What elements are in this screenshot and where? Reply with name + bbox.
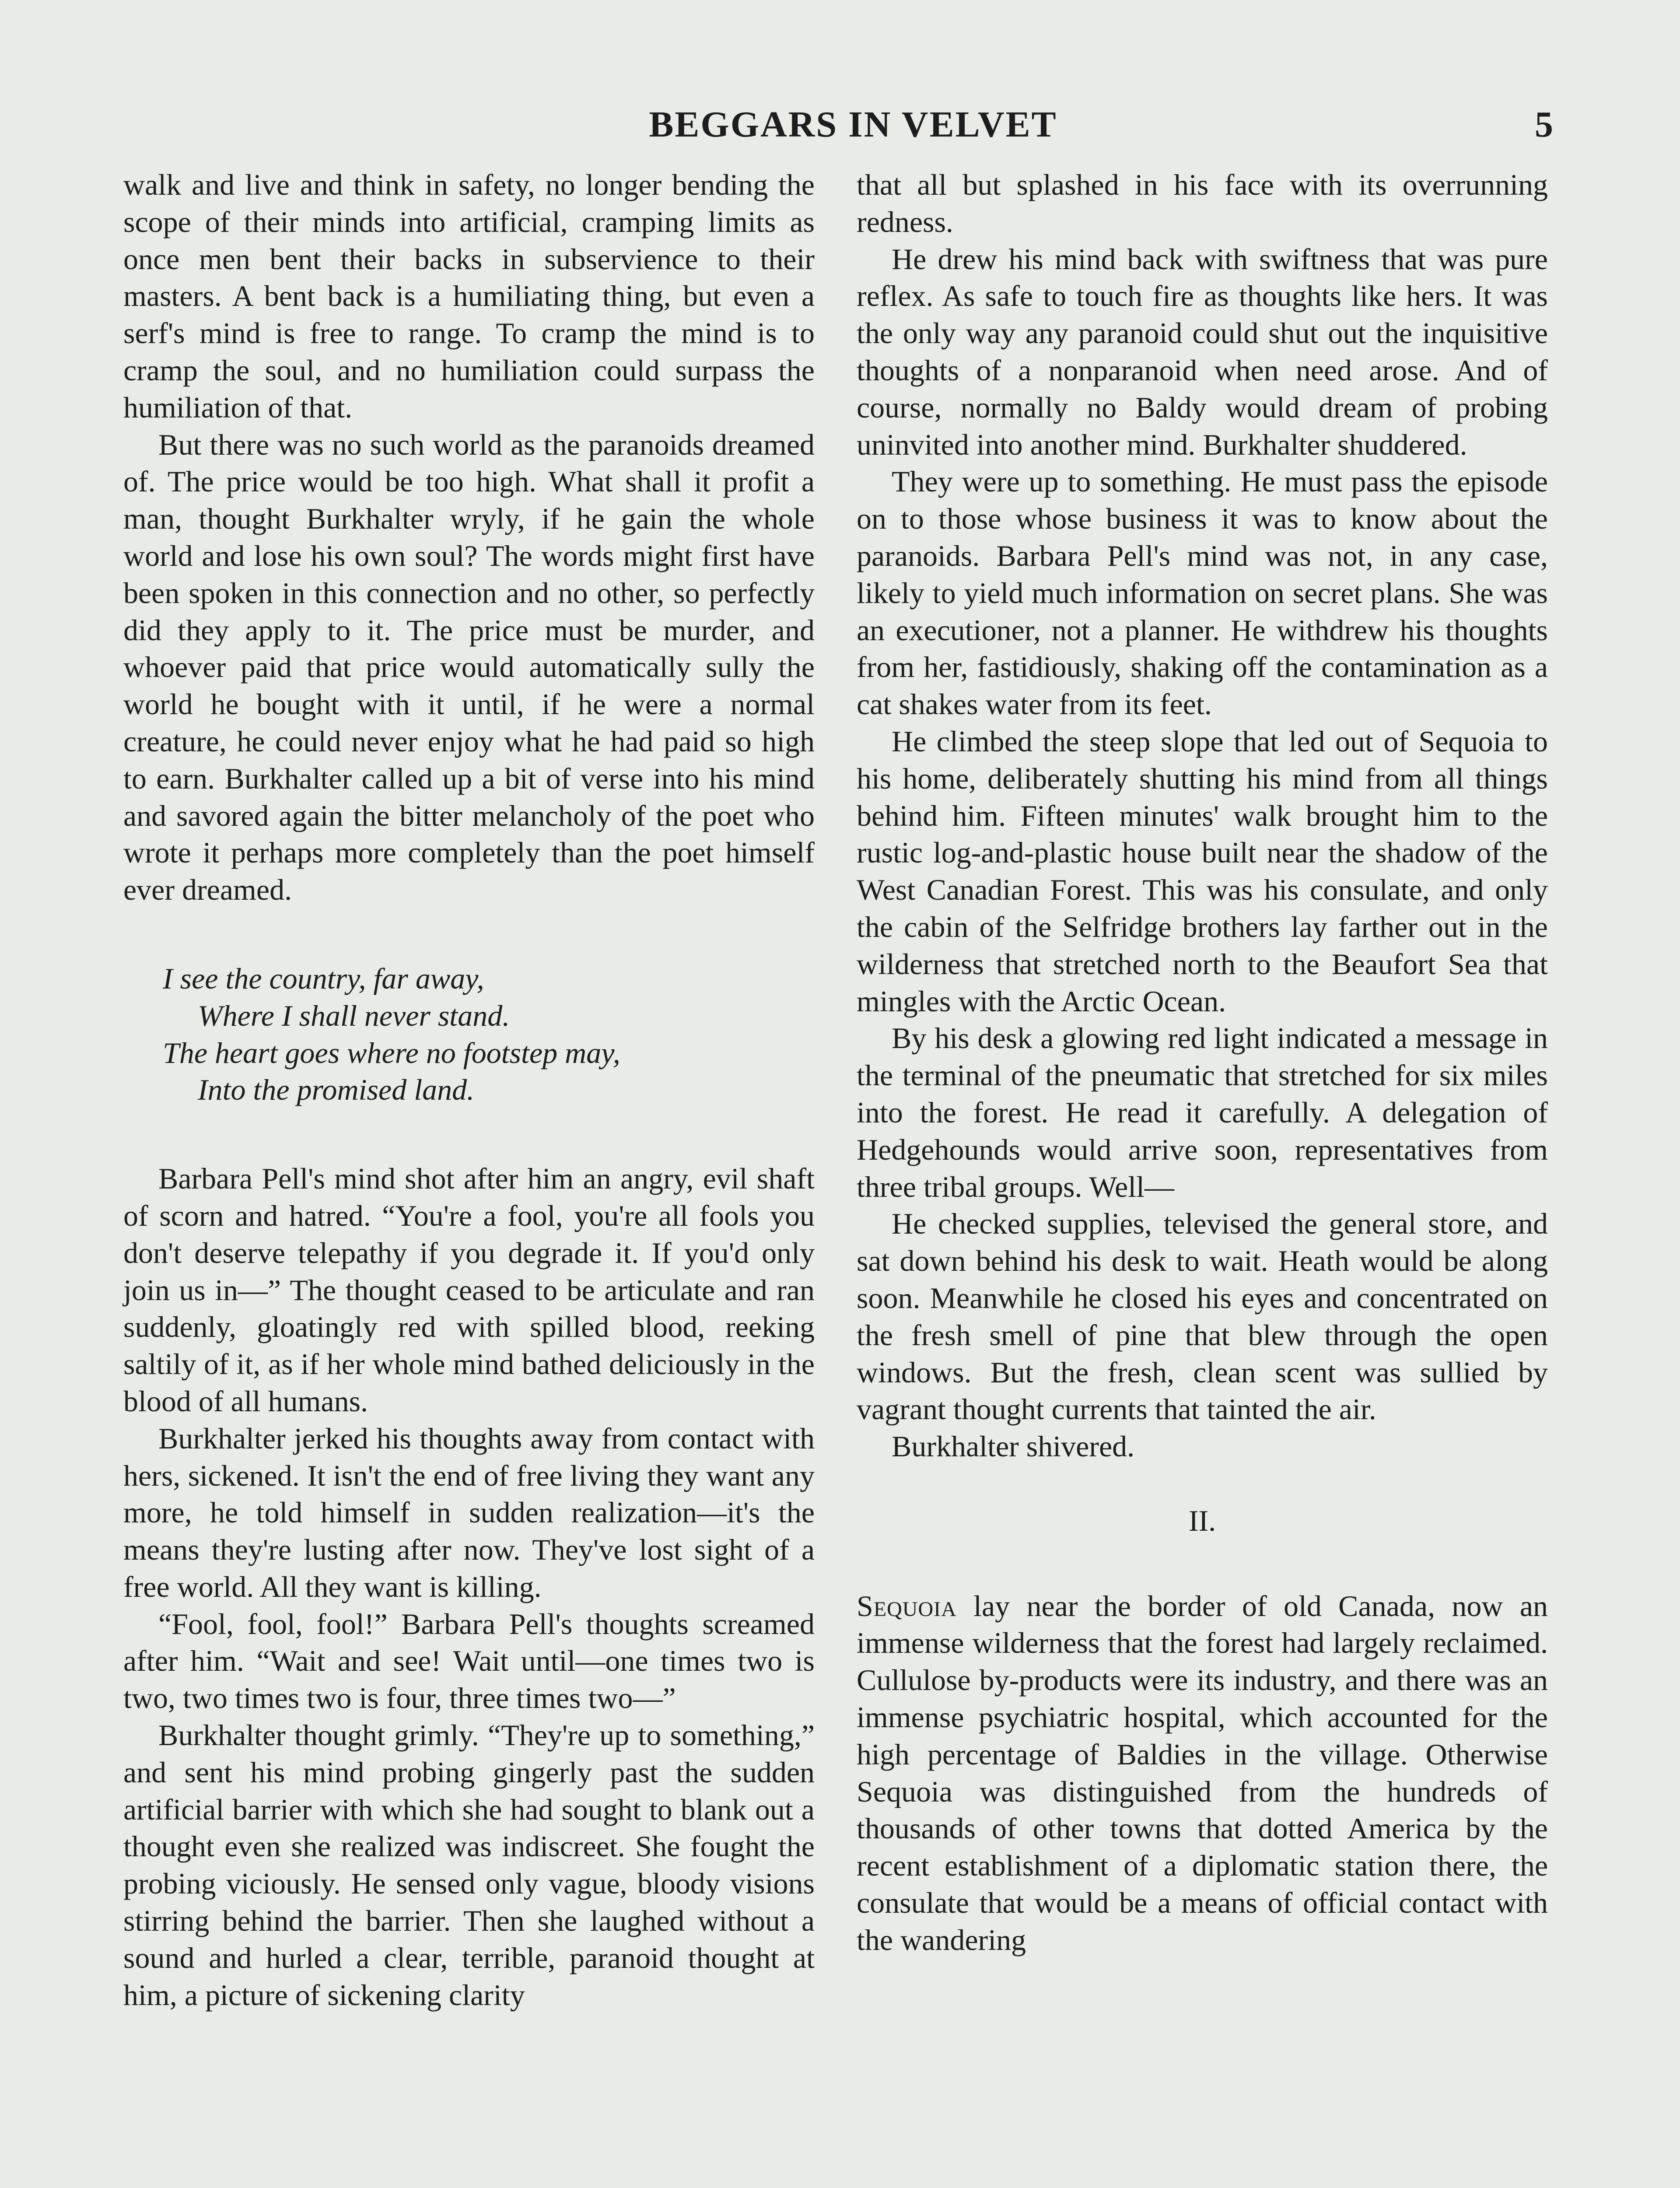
section-heading: II. bbox=[1188, 1504, 1216, 1537]
lead-in-word: Sequoia bbox=[857, 1589, 957, 1623]
paragraph: Burkhalter jerked his thoughts away from contact with hers, sickened. It isn't the end of free living they want any more, he told himself in sudden realization—it's the means they're lusting after now. They've lost sight of a free world. All they want is killing. bbox=[123, 1421, 815, 1603]
paragraph: He checked supplies, televised the general store, and sat down behind his desk to wait. Heath would be along soon. Meanwhile he closed his eyes and concentrated on the fresh smell of pine that blew through the open windows. But the fresh, clean scent was sullied by vagrant thought currents that tainted the air. bbox=[857, 1207, 1548, 1426]
verse-line: The heart goes where no footstep may, bbox=[163, 1036, 620, 1069]
verse-line: Into the promised land. bbox=[198, 1073, 475, 1107]
paragraph: Barbara Pell's mind shot after him an angry, evil shaft of scorn and hatred. “You're a fool, you're all fools you don't deserve telepathy if you degrade it. If you'd only join us in—” The thought ceased to be articulate and ran suddenly, gloatingly red with spilled blood, reeking saltily of it, as if her whole mind bathed deliciously in the blood of all humans. bbox=[123, 1162, 815, 1418]
paragraph: “Fool, fool, fool!” Barbara Pell's thoughts screamed after him. “Wait and see! Wait until—one times two is two, two times two is four, three times two—” bbox=[123, 1607, 815, 1715]
page-number: 5 bbox=[1535, 104, 1553, 145]
paragraph: Burkhalter thought grimly. “They're up to something,” and sent his mind probing gingerly past the sudden artificial barrier with which she had sought to blank out a thought even she realized was indiscreet. She fought the probing viciously. He sensed only vague, bloody visions stirring behind the barrier. Then she laughed without a sound and hurled a clear, terrible, paranoid thought at him, a picture of sickening clarity bbox=[123, 1718, 815, 2012]
verse-line: I see the country, far away, bbox=[163, 961, 484, 995]
verse-quotation bbox=[163, 960, 815, 1108]
verse-line: Where I shall never stand. bbox=[198, 999, 510, 1032]
paragraph: that all but splashed in his face with its overrunning redness. bbox=[857, 168, 1548, 238]
paragraph-text: lay near the border of old Canada, now an immense wilderness that the forest had largely reclaimed. Cullulose by-products were its industry, and there was an immense psychiatric hospital, which accounted for the high percentage of Baldies in the village. Otherwise Sequoia was distinguished from the hundreds of thousands of other towns that dotted America by the recent establishment of a diplomatic station there, the consulate that would be a means of official contact with the wandering bbox=[857, 1589, 1548, 1957]
paragraph: walk and live and think in safety, no longer bending the scope of their minds into artificial, cramping limits as once men bent their backs in subservience to their masters. A bent back is a humiliating thing, but even a serf's mind is free to range. To cramp the mind is to cramp the soul, and no humiliation could surpass the humiliation of that. bbox=[123, 168, 815, 424]
paragraph: Burkhalter shivered. bbox=[892, 1430, 1135, 1463]
running-head bbox=[123, 101, 1557, 149]
paragraph: But there was no such world as the paranoids dreamed of. The price would be too high. What shall it profit a man, thought Burkhalter wryly, if he gain the whole world and lose his own soul? The words might first have been spoken in this connection and no other, so perfectly did they apply to it. The price must be murder, and whoever paid that price would automatically sully the world he bought with it until, if he were a normal creature, he could never enjoy what he had paid so high to earn. Burkhalter called up a bit of verse into his mind and savored again the bitter melancholy of the poet who wrote it perhaps more completely than the poet himself ever dreamed. bbox=[123, 428, 815, 907]
paragraph: By his desk a glowing red light indicated a message in the terminal of the pneumatic that stretched for six miles into the forest. He read it carefully. A delegation of Hedgehounds would arrive soon, representatives from three tribal groups. Well— bbox=[857, 1021, 1548, 1203]
paragraph bbox=[857, 1588, 1548, 1959]
right-column bbox=[857, 166, 1548, 1959]
paragraph: They were up to something. He must pass the episode on to those whose business it was to know about the paranoids. Barbara Pell's mind was not, in any case, likely to yield much information on secret plans. She was an executioner, not a planner. He withdrew his thoughts from her, fastidiously, shaking off the contamination as a cat shakes water from its feet. bbox=[857, 465, 1548, 721]
paragraph: He climbed the steep slope that led out of Sequoia to his home, deliberately shutting his mind from all things behind him. Fifteen minutes' walk brought him to the rustic log-and-plastic house built near the shadow of the West Canadian Forest. This was his consulate, and only the cabin of the Selfridge brothers lay farther out in the wilderness that stretched north to the Beaufort Sea that mingles with the Arctic Ocean. bbox=[857, 724, 1548, 1018]
paragraph: He drew his mind back with swiftness that was pure reflex. As safe to touch fire as thoughts like hers. It was the only way any paranoid could shut out the inquisitive thoughts of a nonparanoid when need arose. And of course, normally no Baldy would dream of probing uninvited into another mind. Burkhalter shuddered. bbox=[857, 242, 1548, 461]
left-column bbox=[123, 166, 815, 2013]
running-title: BEGGARS IN VELVET bbox=[649, 104, 1057, 145]
